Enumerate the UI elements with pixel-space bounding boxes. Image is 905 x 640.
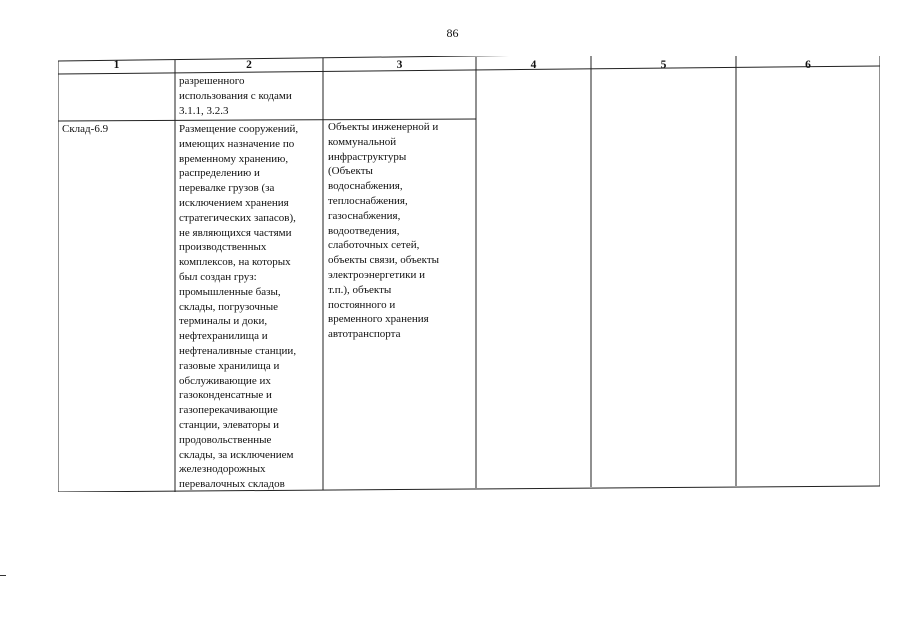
auxiliary-uses-cell: Объекты инженерной и коммунальной инфраструктуры (Объекты водоснабжения, теплоснабжения, газоснабжения, водоотведения, слаботочных сетей, объекты связи, объекты электроэнергетики и т.п.), объекты постоянного и временного хранения автотранспорта (328, 121, 440, 341)
page-number: 86 (446, 26, 459, 40)
continued-use-description: разрешенного использования с кодами 3.1.1, 3.2.3 (179, 75, 292, 117)
header-col-6: 6 (805, 59, 811, 71)
header-col-4: 4 (530, 59, 537, 71)
header-col-2: 2 (246, 59, 252, 71)
header-col-1: 1 (113, 59, 120, 71)
margin-mark (0, 575, 6, 576)
land-use-table (58, 56, 880, 492)
header-col-5: 5 (660, 59, 667, 71)
header-col-3: 3 (396, 59, 403, 71)
use-description-cell: Размещение сооружений, имеющих назначение по временному хранению, распределению и перевалке грузов (за исключением хранения стратегических запасов), не являющихся частями производственных комплексов, на которых был создан груз: промышленные базы, склады, погрузочные терминалы и доки, нефтехранилища и нефтеналивные станции, газовые хранилища и обслуживающие их газоконденсатные и газоперекачивающие станции, элеваторы и продовольственные склады, за исключением железнодорожных перевалочных складов (179, 123, 299, 491)
use-code-cell: Склад-6.9 (62, 123, 109, 135)
